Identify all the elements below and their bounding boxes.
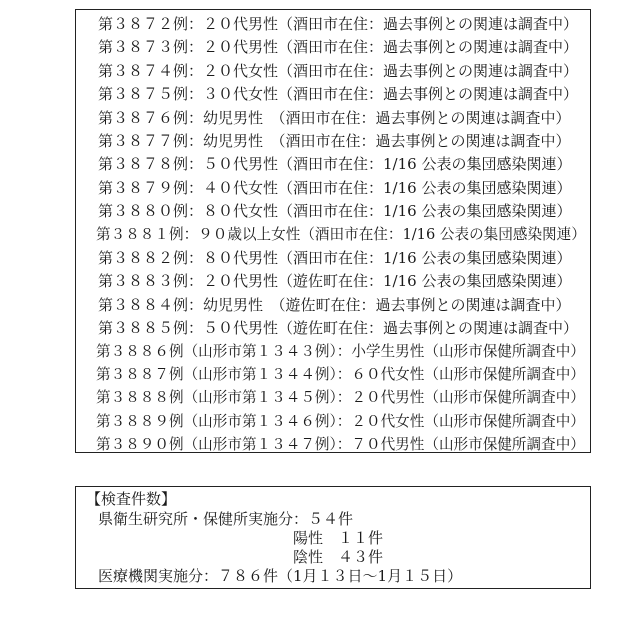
positive-count: 陽性 １１件	[293, 529, 384, 547]
case-line-3877: 第３８７７例：幼児男性 （酒田市在住：過去事例との関連は調査中）	[98, 132, 571, 150]
case-line-3872: 第３８７２例：２０代男性（酒田市在住：過去事例との関連は調査中）	[98, 15, 579, 33]
case-line-3882: 第３８８２例：８０代男性（酒田市在住：1/16 公表の集団感染関連）	[98, 249, 572, 267]
case-line-3883: 第３８８３例：２０代男性（遊佐町在住：1/16 公表の集団感染関連）	[98, 272, 572, 291]
case-line-3888: 第３８８８例（山形市第１３４５例）：２０代男性（山形市保健所調査中）	[96, 389, 585, 407]
case-list-box	[75, 9, 591, 453]
negative-count: 陰性 ４３件	[293, 548, 384, 566]
case-line-3874: 第３８７４例：２０代女性（酒田市在住：過去事例との関連は調査中）	[98, 61, 579, 80]
case-line-3887: 第３８８７例（山形市第１３４４例）：６０代女性（山形市保健所調査中）	[96, 366, 585, 383]
case-line-3885: 第３８８５例：５０代男性（遊佐町在住：過去事例との関連は調査中）	[98, 319, 579, 338]
case-line-3876: 第３８７６例：幼児男性 （酒田市在住：過去事例との関連は調査中）	[98, 108, 571, 127]
case-line-3889: 第３８８９例（山形市第１３４６例）：２０代女性（山形市保健所調査中）	[96, 412, 585, 430]
case-line-3881: 第３８８１例：９０歳以上女性（酒田市在住：1/16 公表の集団感染関連）	[96, 225, 586, 243]
case-line-3884: 第３８８４例：幼児男性 （遊佐町在住：過去事例との関連は調査中）	[98, 295, 571, 314]
case-line-3873: 第３８７３例：２０代男性（酒田市在住：過去事例との関連は調査中）	[98, 38, 579, 57]
case-line-3890: 第３８９０例（山形市第１３４７例）：７０代男性（山形市保健所調査中）	[96, 436, 585, 454]
test-count-box	[75, 486, 591, 589]
test-count-heading: 【検査件数】	[86, 490, 177, 508]
case-line-3875: 第３８７５例：３０代女性（酒田市在住：過去事例との関連は調査中）	[98, 85, 579, 104]
case-line-3886: 第３８８６例（山形市第１３４３例）：小学生男性（山形市保健所調査中）	[96, 342, 585, 360]
case-line-3879: 第３８７９例：４０代女性（酒田市在住：1/16 公表の集団感染関連）	[98, 178, 572, 197]
lab-test-count: 県衛生研究所・保健所実施分：５４件	[98, 510, 354, 528]
medical-test-count: 医療機関実施分：７８６件（1月１３日～1月１５日）	[98, 567, 463, 585]
case-line-3878: 第３８７８例：５０代男性（酒田市在住：1/16 公表の集団感染関連）	[98, 155, 572, 174]
case-line-3880: 第３８８０例：８０代女性（酒田市在住：1/16 公表の集団感染関連）	[98, 202, 572, 221]
